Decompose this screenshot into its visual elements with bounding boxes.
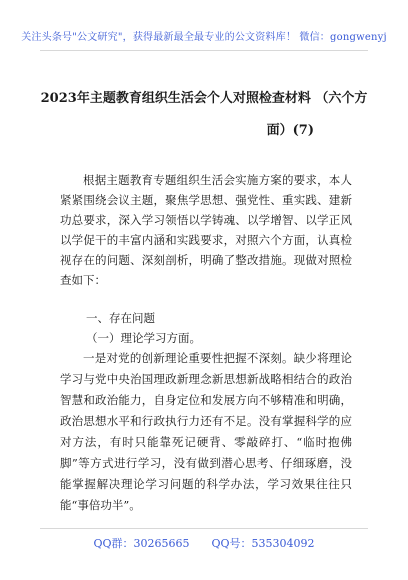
promo-header: 关注头条号"公文研究"，获得最新最全最专业的公文资料库！ 微信：gongwenyj xyxy=(21,32,387,43)
qq-number-label: QQ号：535304092 xyxy=(211,537,315,550)
document-title-line2: 面）(7) xyxy=(266,123,314,138)
section-heading: 一、存在问题 xyxy=(86,311,155,325)
footer-divider xyxy=(40,528,368,529)
body-paragraph: 一是对党的创新理论重要性把握不深刻。缺少将理论学习与党中央治国理政新理念新思想新战略相结合的政治智慧和政治能力，自身定位和发展方向不够精准和明确，政治思想水平和行政执行力还有不足。没有掌握科学的应对方法，有时只能靠死记硬背、零敲碎打、“临时抱佛脚”等方式进行学习，没有做到潜心思考、仔细琢磨，没能掌握解决理论学习问题的科学办法，学习效果往往只能“事倍功半”。 xyxy=(60,351,352,512)
intro-paragraph: 根据主题教育专题组织生活会实施方案的要求，本人紧紧围绕会议主题，聚焦学思想、强党性、重实践、建新功总要求，深入学习领悟以学铸魂、以学增智、以学正风以学促干的丰富内涵和实践要求，对照六个方面，认真检视存在的问题、深刻剖析，明确了整改措施。现做对照检查如下： xyxy=(60,173,352,287)
footer-contacts xyxy=(0,535,408,551)
header-divider xyxy=(40,50,368,51)
subsection-heading: （一）理论学习方面。 xyxy=(86,331,201,345)
document-title-line1: 2023年主题教育组织生活会个人对照检查材料 （六个方 xyxy=(40,91,368,106)
qq-group-label: QQ群：30265665 xyxy=(93,537,190,550)
